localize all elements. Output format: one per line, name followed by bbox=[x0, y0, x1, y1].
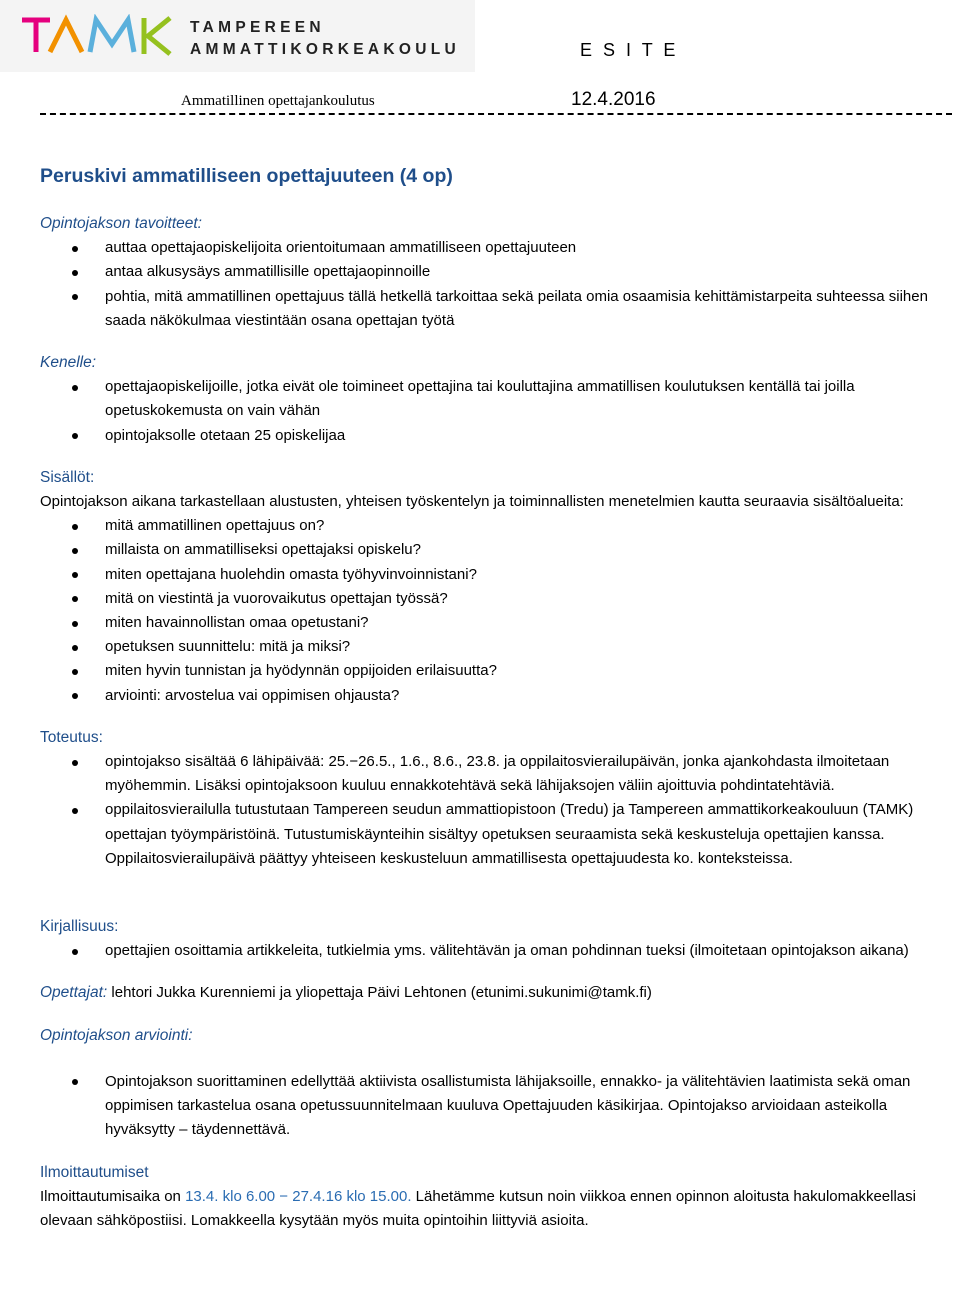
teachers-section bbox=[40, 981, 960, 1005]
document-body bbox=[40, 162, 960, 1251]
teachers-heading: Opettajat: bbox=[40, 984, 108, 1002]
logo-wordmark: TAMK bbox=[20, 14, 23, 15]
contents-section bbox=[40, 466, 960, 708]
registration-text: Lähetämme kutsun noin viikkoa ennen opinnon aloitusta hakulomakkeellasi olevaan sähköpostiisi. Lomakkeella kysytään myös muita opintoihin liittyviä asioita. bbox=[40, 1187, 916, 1229]
institution-name bbox=[190, 17, 460, 61]
list-item: mitä ammatillinen opettajuus on? bbox=[40, 514, 960, 538]
list-item: opetuksen suunnittelu: mitä ja miksi? bbox=[40, 635, 960, 659]
list-item: auttaa opettajaopiskelijoita orientoitumaan ammatilliseen opettajuuteen bbox=[40, 236, 960, 260]
list-item: antaa alkusysäys ammatillisille opettajaopinnoille bbox=[40, 260, 960, 284]
list-item: pohtia, mitä ammatillinen opettajuus tällä hetkellä tarkoittaa sekä peilata omia osaamisia kehittämistarpeita suhteessa siihen saada näkökulmaa viestintään osana opettajan työtä bbox=[40, 285, 960, 333]
registration-heading: Ilmoittautumiset bbox=[40, 1163, 149, 1181]
department: Ammatillinen opettajankoulutus bbox=[181, 93, 375, 109]
literature-list bbox=[40, 939, 960, 963]
implementation-section bbox=[40, 726, 960, 871]
list-item: miten havainnollistan omaa opetustani? bbox=[40, 611, 960, 635]
document-type: E S I T E bbox=[580, 40, 679, 60]
goals-heading: Opintojakson tavoitteet: bbox=[40, 215, 202, 232]
list-item: Opintojakson suorittaminen edellyttää aktiivista osallistumista lähijaksoille, ennakko- ja välitehtävien laatimista sekä oman oppimisen tarkastelua osana opetussuunnitelmaan kuuluva Opettajuuden käsikirjaa. Opintojakso arvioidaan asteikolla hyväksytty – täydennettävä. bbox=[40, 1070, 960, 1143]
registration-period: 13.4. klo 6.00 − 27.4.16 klo 15.00. bbox=[185, 1187, 412, 1205]
literature-section bbox=[40, 915, 960, 963]
list-item: arviointi: arvostelua vai oppimisen ohjausta? bbox=[40, 684, 960, 708]
implementation-heading: Toteutus: bbox=[40, 728, 103, 746]
list-item: millaista on ammatilliseksi opettajaksi opiskelu? bbox=[40, 538, 960, 562]
list-item: opettajien osoittamia artikkeleita, tutkielmia yms. välitehtävän ja oman pohdinnan tueksi (ilmoitetaan opintojakson aikana) bbox=[40, 939, 960, 963]
registration-paragraph bbox=[40, 1185, 960, 1233]
goals-list bbox=[40, 236, 960, 333]
teachers-text: lehtori Jukka Kurenniemi ja yliopettaja Päivi Lehtonen (etunimi.sukunimi@tamk.fi) bbox=[111, 984, 652, 1002]
goals-section bbox=[40, 212, 960, 333]
audience-section bbox=[40, 351, 960, 448]
header-divider bbox=[40, 113, 952, 117]
contents-heading: Sisällöt: bbox=[40, 468, 95, 486]
institution-name-line2: AMMATTIKORKEAKOULU bbox=[190, 41, 460, 58]
audience-list bbox=[40, 375, 960, 448]
literature-heading: Kirjallisuus: bbox=[40, 918, 119, 936]
assessment-heading: Opintojakson arviointi: bbox=[40, 1026, 193, 1044]
registration-section bbox=[40, 1161, 960, 1234]
page-title: Peruskivi ammatilliseen opettajuuteen (4 op) bbox=[40, 165, 453, 187]
list-item: opintojakso sisältää 6 lähipäivää: 25.−26.5., 1.6., 8.6., 23.8. ja oppilaitosvierailupäivän, jonka ajankohdasta ilmoitetaan myöhemmin. Lisäksi opintojaksoon kuuluu ennakkotehtävä sekä lähijaksojen väliin ajoittuvia pohdintatehtäviä. bbox=[40, 750, 960, 798]
contents-intro: Opintojakson aikana tarkastellaan alustusten, yhteisen työskentelyn ja toiminnallisten menetelmien kautta seuraavia sisältöalueita: bbox=[40, 493, 904, 511]
document-date: 12.4.2016 bbox=[571, 89, 656, 110]
logo-area bbox=[0, 0, 475, 72]
list-item: miten opettajana huolehdin omasta työhyvinvoinnistani? bbox=[40, 563, 960, 587]
list-item: opettajaopiskelijoille, jotka eivät ole toimineet opettajina tai kouluttajina ammatillisen koulutuksen kentällä tai joilla opetuskokemusta on vain vähän bbox=[40, 375, 960, 423]
audience-heading: Kenelle: bbox=[40, 354, 97, 372]
registration-label: Ilmoittautumisaika on bbox=[40, 1187, 186, 1205]
assessment-list bbox=[40, 1070, 960, 1143]
list-item: miten hyvin tunnistan ja hyödynnän oppijoiden erilaisuutta? bbox=[40, 659, 960, 683]
tamk-logo-icon bbox=[20, 14, 180, 58]
implementation-list bbox=[40, 750, 960, 871]
list-item: mitä on viestintä ja vuorovaikutus opettajan työssä? bbox=[40, 587, 960, 611]
contents-list bbox=[40, 514, 960, 708]
list-item: opintojaksolle otetaan 25 opiskelijaa bbox=[40, 424, 960, 448]
institution-name-line1: TAMPEREEN bbox=[190, 19, 325, 36]
list-item: oppilaitosvierailulla tutustutaan Tampereen seudun ammattiopistoon (Tredu) ja Tampereen ammattikorkeakouluun (TAMK) opettajan työympäristöinä. Tutustumiskäynteihin sisältyy opetuksen seuraamista sekä keskusteluja opettajien kanssa. Oppilaitosvierailupäivä päättyy yhteiseen keskusteluun ammatillisesta opettajuudesta ko. konteksteissa. bbox=[40, 798, 960, 871]
assessment-section bbox=[40, 1024, 960, 1143]
